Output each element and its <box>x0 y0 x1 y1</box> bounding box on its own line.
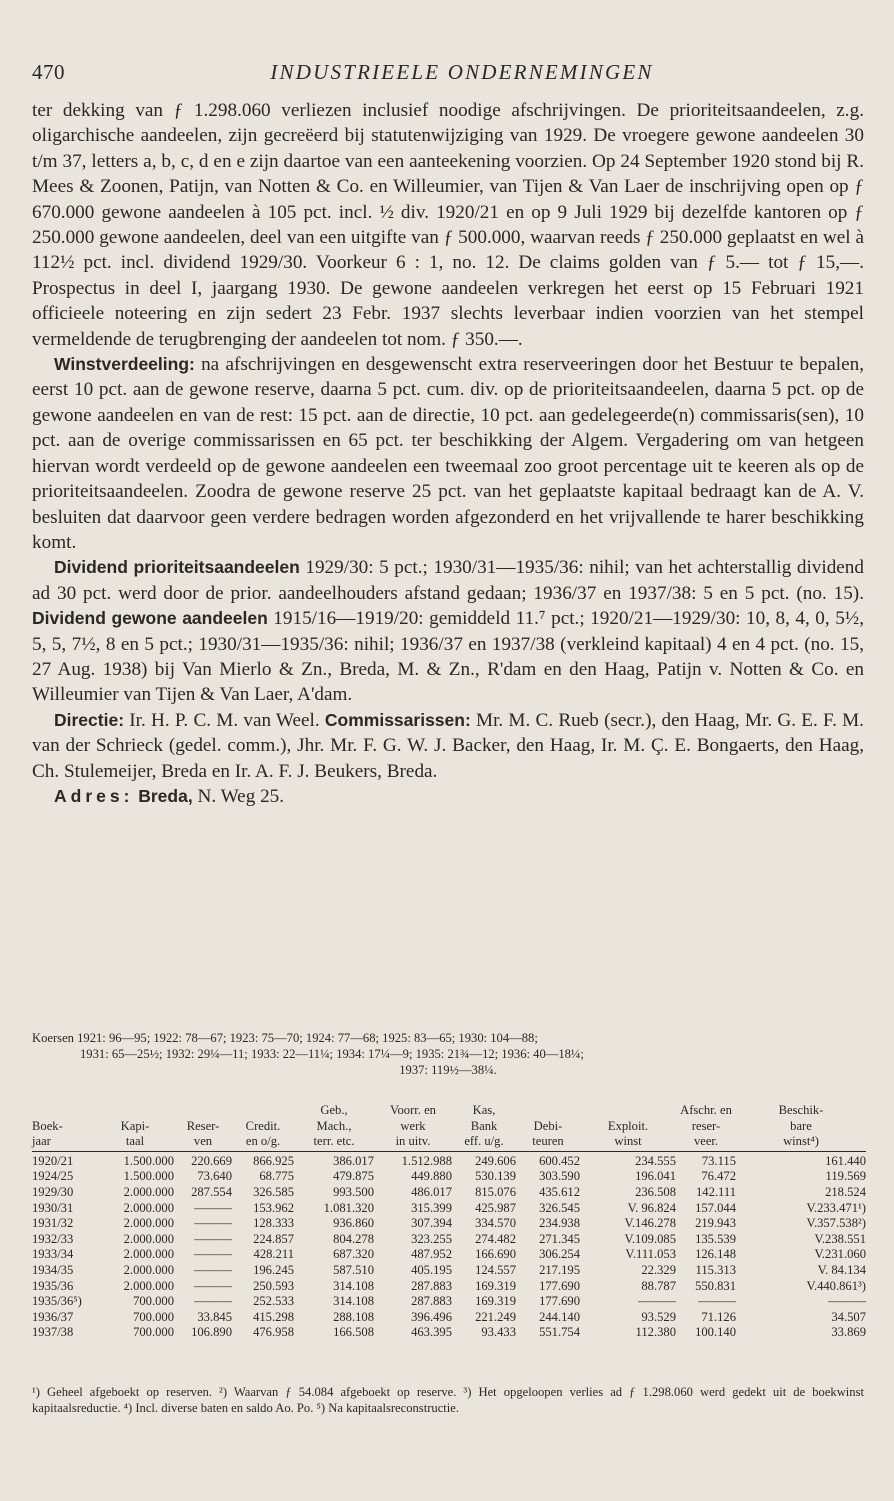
column-header: Boek- <box>32 1118 63 1133</box>
table-cell: 804.278 <box>333 1231 374 1246</box>
column-header: Beschik- <box>778 1103 824 1117</box>
table-row <box>32 1216 866 1232</box>
table-cell: 326.585 <box>253 1184 294 1199</box>
header-row <box>32 1134 866 1151</box>
dividend-prior-label: Dividend prioriteitsaandeelen <box>54 557 300 578</box>
table-cell: 1.500.000 <box>123 1153 174 1168</box>
financial-table <box>32 1103 866 1341</box>
table-cell: V.238.551 <box>814 1231 866 1246</box>
table-cell: 1937/38 <box>32 1325 74 1340</box>
table-cell: 1.500.000 <box>123 1169 174 1184</box>
table-cell: 73.640 <box>197 1169 232 1184</box>
table-cell: 587.510 <box>333 1262 374 1277</box>
column-header: bare <box>790 1118 812 1133</box>
table-cell: 166.690 <box>475 1247 516 1262</box>
directie-label: Directie: <box>54 709 125 730</box>
table-cell: 106.890 <box>191 1325 232 1340</box>
column-header: Bank <box>470 1118 498 1133</box>
table-cell: 1.081.320 <box>323 1200 374 1215</box>
table-cell: 463.395 <box>411 1325 452 1340</box>
column-header <box>32 1103 96 1119</box>
table-cell: 271.345 <box>539 1231 580 1246</box>
table-cell: V.357.538²) <box>806 1216 866 1231</box>
table-cell: 73.115 <box>701 1153 736 1168</box>
table-cell: 993.500 <box>333 1184 374 1199</box>
koersen-line: 1931: 65—25½; 1932: 29¼—11; 1933: 22—11¼; 1934: 17¼—9; 1935: 21¾—12; 1936: 40—18¼; <box>80 1047 584 1061</box>
column-header: werk <box>400 1118 426 1133</box>
table-cell: ——— <box>194 1294 232 1309</box>
table-cell: 600.452 <box>539 1153 580 1168</box>
table-cell: 128.333 <box>253 1216 294 1231</box>
column-header: reser- <box>691 1118 721 1133</box>
table-cell: V. 84.134 <box>817 1262 866 1277</box>
table-cell: V.231.060 <box>814 1247 866 1262</box>
table-row <box>32 1185 866 1201</box>
commissarissen-text: Mr. M. C. Rueb (secr.), den Haag, Mr. G. E. F. M. van der Schrieck (gedel. comm.), Jhr. Mr. F. G. W. J. Backer, den Haag, Ir. M. Ç. E. Bongaerts, den Haag, Ch. Stulemeijer, Breda en Ir. A. F. J. Beukers, Breda. <box>32 709 864 782</box>
table-cell: 1932/33 <box>32 1231 74 1246</box>
table-cell: 2.000.000 <box>123 1200 174 1215</box>
dividend-gewoon-text: 1915/16—1919/20: gemiddeld 11.⁷ pct.; 1920/21—1929/30: 10, 8, 4, 0, 5½, 5, 5, 7½, 8 en 5 pct.; 1930/31—1935/36: nihil; 1936/37 en 1937/38 (verkleind kapitaal) 4 en 4 pct. (no. 15, 27 Aug. 1938) bij Van Mierlo & Zn., Breda, M. & Zn., R'dam en den Haag, Patijn v. Notten & Co. en Willeumier van Tijen & Van Laer, A'dam. <box>32 608 864 706</box>
column-header: eff. u/g. <box>452 1134 516 1151</box>
table-cell: 126.148 <box>695 1247 736 1262</box>
body-text <box>32 98 864 809</box>
table-cell: 1935/36 <box>32 1278 74 1293</box>
table-cell: 428.211 <box>253 1247 294 1262</box>
table-cell: 487.952 <box>411 1247 452 1262</box>
column-header: Exploit. <box>607 1118 649 1133</box>
table-cell: 71.126 <box>701 1309 736 1324</box>
table-row <box>32 1201 866 1217</box>
koersen-line: 1937: 119½—38¼. <box>399 1063 497 1077</box>
table-cell: V.233.471¹) <box>806 1200 866 1215</box>
table-row <box>32 1325 866 1341</box>
column-header <box>580 1103 676 1119</box>
directie-text: Ir. H. P. C. M. van Weel. <box>124 709 325 731</box>
table-cell: 142.111 <box>696 1184 736 1199</box>
column-header: Geb., <box>320 1103 348 1117</box>
table-cell: 1929/30 <box>32 1184 74 1199</box>
adres-street: N. Weg 25. <box>192 785 285 807</box>
column-header: teuren <box>516 1134 580 1151</box>
column-header: winst <box>580 1134 676 1151</box>
table-cell: 323.255 <box>411 1231 452 1246</box>
table-cell: 1936/37 <box>32 1309 74 1324</box>
table-cell: 866.925 <box>253 1153 294 1168</box>
table-cell: 119.569 <box>825 1169 866 1184</box>
table-cell: 274.482 <box>475 1231 516 1246</box>
table-row <box>32 1169 866 1185</box>
paragraph-adres <box>32 784 864 809</box>
table-cell: 33.845 <box>197 1309 232 1324</box>
table-cell: 326.545 <box>539 1200 580 1215</box>
table-cell: 550.831 <box>695 1278 736 1293</box>
table-cell: ——— <box>194 1216 232 1231</box>
table-cell: 220.669 <box>191 1153 232 1168</box>
column-header: Reser- <box>186 1118 220 1133</box>
page-number: 470 <box>32 60 65 84</box>
table-cell: 22.329 <box>641 1262 676 1277</box>
table-cell: 314.108 <box>333 1278 374 1293</box>
table-cell: 386.017 <box>333 1153 374 1168</box>
column-header <box>232 1103 294 1119</box>
paragraph-directie <box>32 708 864 784</box>
table-cell: 157.044 <box>695 1200 736 1215</box>
table-header <box>32 1103 866 1151</box>
table-cell: 196.245 <box>253 1262 294 1277</box>
header-row <box>32 1119 866 1135</box>
commissarissen-label: Commissarissen: <box>324 709 471 730</box>
column-header: in uitv. <box>374 1134 452 1151</box>
table-cell: 1.512.988 <box>401 1153 452 1168</box>
table-cell: 218.524 <box>825 1184 866 1199</box>
table-cell: ——— <box>194 1231 232 1246</box>
column-header: Mach., <box>316 1118 352 1133</box>
paragraph-winstverdeeling <box>32 352 864 555</box>
dividend-prior-text: 1929/30: 5 pct.; 1930/31—1935/36: nihil; van het achterstallig dividend ad 30 pct. werd door de prior. aandeelhouders afstand gedaan; 1936/37 en 1937/38: 5 en 5 pct. (no. 15). <box>32 557 864 604</box>
table-cell: 303.590 <box>539 1169 580 1184</box>
column-header: Afschr. en <box>680 1103 732 1117</box>
table-cell: ——— <box>638 1294 676 1309</box>
table-cell: 315.399 <box>411 1200 452 1215</box>
table-cell: 234.938 <box>539 1216 580 1231</box>
footnotes: ¹) Geheel afgeboekt op reserven. ²) Waarvan ƒ 54.084 afgeboekt op reserve. ³) Het opgeloopen verlies ad ƒ 1.298.060 werd gedekt uit de boekwinst kapitaalsreductie. ⁴) Incl. diverse baten en saldo Ao. Po. ⁵) Na kapitaalsreconstructie. <box>32 1385 864 1415</box>
table-cell: 34.507 <box>831 1309 866 1324</box>
table-row <box>32 1263 866 1279</box>
table-cell: 93.433 <box>481 1325 516 1340</box>
table-cell: 700.000 <box>133 1309 174 1324</box>
column-header: jaar <box>32 1134 96 1151</box>
table-cell: 68.775 <box>259 1169 294 1184</box>
table-row <box>32 1247 866 1263</box>
table-row <box>32 1232 866 1248</box>
table-cell: 307.394 <box>411 1216 452 1231</box>
table-cell: 288.108 <box>333 1309 374 1324</box>
column-header <box>516 1103 580 1119</box>
table-cell: ——— <box>194 1262 232 1277</box>
table-cell: 1924/25 <box>32 1169 74 1184</box>
table-cell: 224.857 <box>253 1231 294 1246</box>
table-cell: 687.320 <box>333 1247 374 1262</box>
table-cell: 449.880 <box>411 1169 452 1184</box>
table-cell: 530.139 <box>475 1169 516 1184</box>
table-cell: ——— <box>194 1247 232 1262</box>
table-cell: 287.883 <box>411 1278 452 1293</box>
table-cell: 135.539 <box>695 1231 736 1246</box>
table-cell: 115.313 <box>695 1262 736 1277</box>
column-header: Voorr. en <box>390 1103 436 1117</box>
koersen-line: Koersen 1921: 96—95; 1922: 78—67; 1923: 75—70; 1924: 77—68; 1925: 83—65; 1930: 104—88; <box>32 1031 538 1045</box>
table-cell: ——— <box>828 1294 866 1309</box>
column-header: winst⁴) <box>736 1134 866 1151</box>
page-header <box>32 60 862 90</box>
table-cell: 479.875 <box>333 1169 374 1184</box>
table-cell: 219.943 <box>695 1216 736 1231</box>
winstverdeeling-text: na afschrijvingen en desgewenscht extra reserveeringen door het Bestuur te bepalen, eerst 10 pct. aan de gewone reserve, daarna 5 pct. cum. div. op de prioriteitsaandeelen, daarna 5 pct. op de gewone aandeelen en van de rest: 15 pct. aan de directie, 10 pct. aan gedelegeerde(n) commissaris(sen), 10 pct. aan de overige commissarissen en 65 pct. ter beschikking der Algem. Vergadering om van hetgeen hiervan wordt verdeeld op de gewone aandeelen een tweemaal zoo groot percentage uit te keeren als op de prioriteitsaandeelen. Zoodra de gewone reserve 25 pct. van het geplaatste kapitaal bedraagt kan de A. V. besluiten dat daarvoor geen verdere bedragen worden afgezonderd en het vrijvallende te harer beschikking komt. <box>32 354 864 553</box>
table-row <box>32 1151 866 1169</box>
table-cell: 234.555 <box>635 1153 676 1168</box>
koersen-block <box>32 1030 864 1078</box>
table-cell: 396.496 <box>411 1309 452 1324</box>
table-cell: ——— <box>194 1278 232 1293</box>
table-cell: V.146.278 <box>624 1216 676 1231</box>
column-header: veer. <box>676 1134 736 1151</box>
table-cell: V.440.861³) <box>806 1278 866 1293</box>
table-body <box>32 1151 866 1341</box>
table-cell: 244.140 <box>539 1309 580 1324</box>
table-cell: 252.533 <box>253 1294 294 1309</box>
table-cell: 93.529 <box>641 1309 676 1324</box>
column-header: Kas, <box>472 1103 496 1117</box>
table-cell: V.111.053 <box>625 1247 676 1262</box>
table-cell: V. 96.824 <box>627 1200 676 1215</box>
header-row <box>32 1103 866 1119</box>
running-title: INDUSTRIEELE ONDERNEMINGEN <box>270 60 654 84</box>
table-cell: 1931/32 <box>32 1216 74 1231</box>
column-header: ven <box>174 1134 232 1151</box>
table-cell: 1933/34 <box>32 1247 74 1262</box>
table-cell: 1934/35 <box>32 1262 74 1277</box>
column-header: Kapi- <box>120 1118 150 1133</box>
table-cell: 314.108 <box>333 1294 374 1309</box>
table-cell: 415.298 <box>253 1309 294 1324</box>
table-cell: 33.869 <box>831 1325 866 1340</box>
table-row <box>32 1310 866 1326</box>
table-cell: 100.140 <box>695 1325 736 1340</box>
table-cell: 334.570 <box>475 1216 516 1231</box>
table-cell: 1920/21 <box>32 1153 74 1168</box>
table-cell: 161.440 <box>825 1153 866 1168</box>
table-cell: 236.508 <box>635 1184 676 1199</box>
table-cell: 2.000.000 <box>123 1184 174 1199</box>
column-header <box>96 1103 174 1119</box>
paragraph-continuation: ter dekking van ƒ 1.298.060 verliezen inclusief noodige afschrijvingen. De prioriteitsaandeelen, z.g. oligarchische aandeelen, zijn gecreëerd bij statutenwijziging van 1929. De vroegere gewone aandeelen 30 t/m 37, letters a, b, c, d en e zijn daartoe van een aanteekening voorzien. Op 24 September 1920 stond bij R. Mees & Zoonen, Patijn, van Notten & Co. en Willeumier, van Tijen & Van Laer de inschrijving open op ƒ 670.000 gewone aandeelen à 105 pct. incl. ½ div. 1920/21 en op 9 Juli 1929 bij dezelfde kantoren op ƒ 250.000 gewone aandeelen, deel van een uitgifte van ƒ 500.000, waarvan reeds ƒ 250.000 geplaatst en wel à 112½ pct. incl. dividend 1929/30. Voorkeur 6 : 1, no. 12. De claims golden van ƒ 5.— tot ƒ 15,—. Prospectus in deel I, jaargang 1930. De gewone aandeelen verkregen het eerst op 15 Februari 1921 officieele noteering en zijn sedert 23 Febr. 1937 slechts leverbaar indien voorzien van het stempel vermeldende de terugbrenging der aandeelen tot nom. ƒ 350.—. <box>32 100 864 350</box>
table-cell: 153.962 <box>253 1200 294 1215</box>
table-cell: 1935/36⁵) <box>32 1294 82 1309</box>
table-cell: 250.593 <box>253 1278 294 1293</box>
table-cell: 425.987 <box>475 1200 516 1215</box>
table-cell: 177.690 <box>539 1294 580 1309</box>
column-header: terr. etc. <box>294 1134 374 1151</box>
table-cell: 249.606 <box>475 1153 516 1168</box>
table-cell: 2.000.000 <box>123 1231 174 1246</box>
table-cell: ——— <box>194 1200 232 1215</box>
adres-label: Adres: <box>54 785 134 806</box>
table-cell: 169.319 <box>475 1294 516 1309</box>
column-header: Credit. <box>245 1118 281 1133</box>
winstverdeeling-label: Winstverdeeling: <box>54 354 195 375</box>
table-cell: 1930/31 <box>32 1200 74 1215</box>
table-cell: 405.195 <box>411 1262 452 1277</box>
table-cell: 700.000 <box>133 1325 174 1340</box>
table-cell: 551.754 <box>539 1325 580 1340</box>
adres-city: Breda, <box>138 785 193 806</box>
table-cell: 2.000.000 <box>123 1278 174 1293</box>
column-header: en o/g. <box>232 1134 294 1151</box>
table-cell: 88.787 <box>641 1278 676 1293</box>
table-cell: 76.472 <box>701 1169 736 1184</box>
table-cell: 306.254 <box>539 1247 580 1262</box>
table-cell: 287.554 <box>191 1184 232 1199</box>
column-header: Debi- <box>533 1118 563 1133</box>
table-cell: ——— <box>698 1294 736 1309</box>
table-cell: 2.000.000 <box>123 1216 174 1231</box>
table-cell: 476.958 <box>253 1325 294 1340</box>
table-row <box>32 1294 866 1310</box>
table-cell: 2.000.000 <box>123 1262 174 1277</box>
table-cell: 124.557 <box>475 1262 516 1277</box>
table-cell: 177.690 <box>539 1278 580 1293</box>
table-cell: 166.508 <box>333 1325 374 1340</box>
table-cell: 2.000.000 <box>123 1247 174 1262</box>
table-cell: 217.195 <box>539 1262 580 1277</box>
column-header: taal <box>96 1134 174 1151</box>
table-cell: 112.380 <box>635 1325 676 1340</box>
table-cell: 486.017 <box>411 1184 452 1199</box>
table-row <box>32 1279 866 1295</box>
paragraph-dividend <box>32 555 864 707</box>
table-cell: 936.860 <box>333 1216 374 1231</box>
table-cell: 287.883 <box>411 1294 452 1309</box>
table-cell: 169.319 <box>475 1278 516 1293</box>
table-cell: 196.041 <box>635 1169 676 1184</box>
column-header <box>174 1103 232 1119</box>
table-cell: 435.612 <box>539 1184 580 1199</box>
table-cell: V.109.085 <box>624 1231 676 1246</box>
table-cell: 221.249 <box>475 1309 516 1324</box>
table-cell: 815.076 <box>475 1184 516 1199</box>
dividend-gewoon-label: Dividend gewone aandeelen <box>32 608 268 629</box>
table-cell: 700.000 <box>133 1294 174 1309</box>
